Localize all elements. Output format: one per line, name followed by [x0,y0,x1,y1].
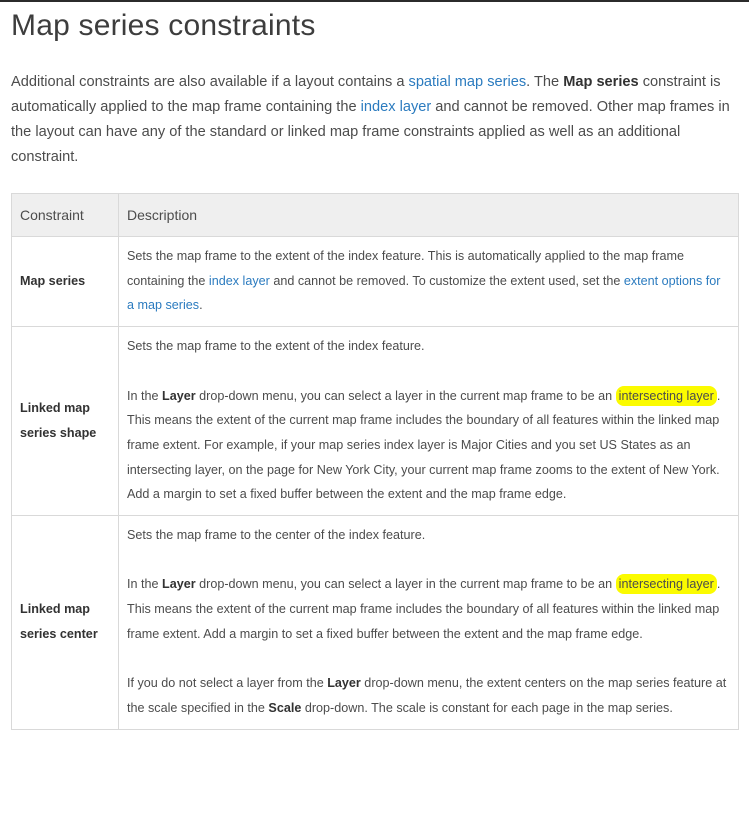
description-text: If you do not select a layer from the [127,676,328,691]
table-row [12,327,739,516]
intro-text: constraint is automatically applied to the map frame containing the [11,74,721,115]
top-border [0,0,749,2]
description-text: In the [127,577,163,592]
index-layer-link[interactable]: index layer [208,273,270,288]
description-text: . This means the extent of the current map frame includes the boundary of all features within the linked map frame extent. For example, if your map series index layer is Major Cities and you set US States as an intersecting layer, on the page for New York City, your current map frame zooms to the extent of New York. Add a margin to set a fixed buffer between the extent and the map frame edge. [127,388,721,502]
layer-bold: Layer [162,388,196,403]
constraint-name: Linked map series center [12,516,119,730]
page-title: Map series constraints [11,9,316,42]
description-paragraph [127,244,730,318]
intro-text: . The [526,74,564,90]
highlighted-text: intersecting layer [616,574,717,594]
intro-paragraph [11,70,736,170]
intro-text: Additional constraints are also available if a layout contains a [11,74,409,90]
description-paragraph: Sets the map frame to the center of the index feature. [127,528,426,543]
description-text: Sets the map frame to the extent of the index feature. This is automatically applied to the map frame containing the [127,249,684,288]
column-header-description: Description [119,194,739,237]
description-text: drop-down menu, the extent centers on the map series feature at the scale specified in the [127,676,727,715]
scale-bold: Scale [268,700,302,715]
constraint-description [119,327,739,516]
column-header-constraint: Constraint [12,194,119,237]
layer-bold: Layer [162,577,196,592]
description-paragraph [127,671,730,720]
description-paragraph: Sets the map frame to the extent of the index feature. [127,339,425,354]
extent-options-link[interactable]: extent options for a map series [127,273,721,313]
description-text: drop-down menu, you can select a layer in the current map frame to be an [195,388,616,403]
description-text: drop-down menu, you can select a layer in the current map frame to be an [195,577,616,592]
description-text: . [199,298,203,313]
constraint-name: Map series [12,237,119,327]
description-text: drop-down. The scale is constant for each page in the map series. [301,700,673,715]
description-text: In the [127,388,163,403]
constraints-table [11,193,739,730]
layer-bold: Layer [327,676,361,691]
spatial-map-series-link[interactable]: spatial map series [408,74,527,90]
constraint-name: Linked map series shape [12,327,119,516]
description-paragraph [127,384,730,508]
description-text: and cannot be removed. To customize the extent used, set the [269,273,624,288]
intro-text: and cannot be removed. Other map frames in the layout can have any of the standard or linked map frame constraints applied as well as an additional constraint. [11,99,730,165]
table-row [12,516,739,730]
constraint-description [119,237,739,327]
table-header-row [12,194,739,237]
constraint-description [119,516,739,730]
table-row [12,237,739,327]
highlighted-text: intersecting layer [616,386,717,406]
map-series-bold: Map series [563,74,639,90]
index-layer-link[interactable]: index layer [360,99,432,115]
description-paragraph [127,572,730,646]
description-text: . This means the extent of the current map frame includes the boundary of all features within the linked map frame extent. Add a margin to set a fixed buffer between the extent and the map frame edge. [127,577,721,641]
